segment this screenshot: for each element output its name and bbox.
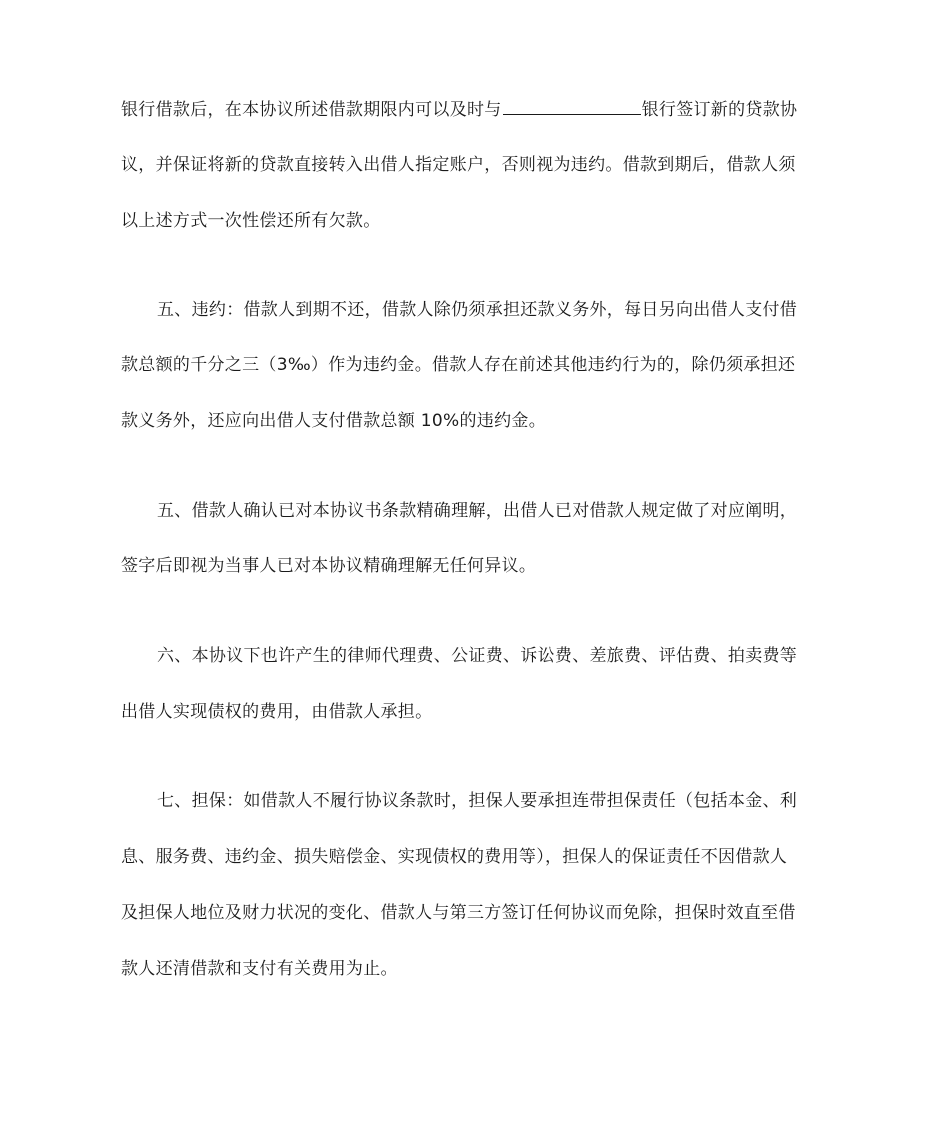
clause-confirm-line-1: 五、借款人确认已对本协议书条款精确理解，出借人已对借款人规定做了对应阐明， <box>157 501 798 521</box>
clause-confirm-line-2: 签字后即视为当事人已对本协议精确理解无任何异议。 <box>121 556 537 576</box>
text-segment: 银行借款后，在本协议所述借款期限内可以及时与 <box>121 100 502 120</box>
clause-costs-line-1: 六、本协议下也许产生的律师代理费、公证费、诉讼费、差旅费、评估费、拍卖费等 <box>157 646 798 666</box>
clause-default-line-1: 五、违约：借款人到期不还，借款人除仍须承担还款义务外，每日另向出借人支付借 <box>157 300 798 320</box>
clause-costs-line-2: 出借人实现债权的费用，由借款人承担。 <box>121 702 433 722</box>
paragraph-continuation-line-3: 以上述方式一次性偿还所有欠款。 <box>121 211 381 231</box>
paragraph-continuation-line-1 <box>121 97 797 122</box>
clause-guarantee-line-2: 息、服务费、违约金、损失赔偿金、实现债权的费用等），担保人的保证责任不因借款人 <box>121 847 788 867</box>
clause-default-line-3: 款义务外，还应向出借人支付借款总额 10%的违约金。 <box>121 411 546 431</box>
clause-guarantee-line-4: 款人还清借款和支付有关费用为止。 <box>121 959 398 979</box>
clause-guarantee-line-3: 及担保人地位及财力状况的变化、借款人与第三方签订任何协议而免除，担保时效直至借 <box>121 903 796 923</box>
clause-default-line-2: 款总额的千分之三（3‰）作为违约金。借款人存在前述其他违约行为的，除仍须承担还 <box>121 355 796 375</box>
paragraph-continuation-line-2: 议，并保证将新的贷款直接转入出借人指定账户，否则视为违约。借款到期后，借款人须 <box>121 155 796 175</box>
clause-guarantee-line-1: 七、担保：如借款人不履行协议条款时，担保人要承担连带担保责任（包括本金、利 <box>157 791 798 811</box>
text-segment: 银行签订新的贷款协 <box>641 100 798 120</box>
blank-fill-line <box>503 97 641 115</box>
